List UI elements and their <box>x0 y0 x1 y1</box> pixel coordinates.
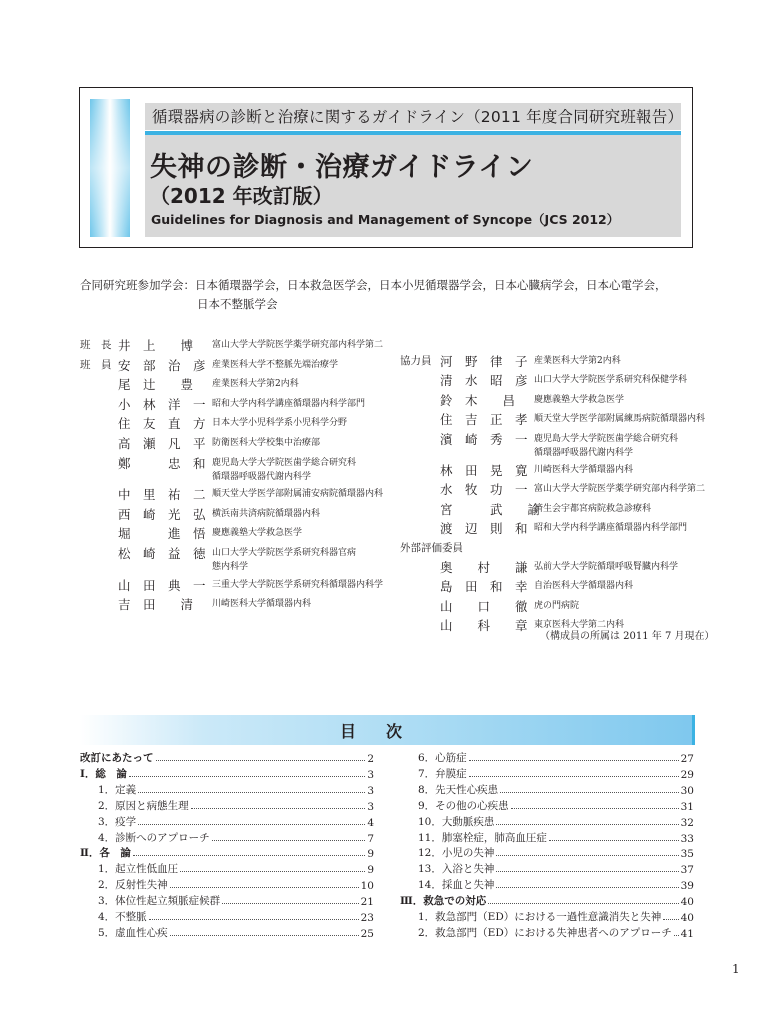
member-name: 鄭 忠 和 <box>118 455 206 471</box>
toc-leader-dots <box>488 903 678 904</box>
toc-entry-page: 3 <box>367 784 374 797</box>
toc-leader-dots <box>138 824 365 825</box>
toc-entry-page: 30 <box>680 784 694 797</box>
member-row <box>400 501 700 519</box>
toc-entry[interactable] <box>98 876 374 892</box>
toc-entry-label: 8．先天性心疾患 <box>418 783 499 796</box>
member-name: 宮 武 諭 <box>440 501 541 517</box>
member-role: 班 長 <box>80 339 112 351</box>
toc-leader-dots <box>496 871 678 872</box>
member-affiliation: 山口大学大学院医学系研究科器官病 <box>212 548 357 558</box>
toc-leader-dots <box>156 760 366 761</box>
document-title: 失神の診断・治療ガイドライン <box>150 152 534 183</box>
member-affiliation: 弘前大学大学院循環呼吸腎臓内科学 <box>534 562 679 572</box>
toc-entry[interactable] <box>98 924 374 940</box>
toc-entry-page: 39 <box>680 880 694 893</box>
toc-entry[interactable] <box>418 908 694 924</box>
toc-entry[interactable] <box>418 749 694 765</box>
toc-entry-page: 32 <box>680 816 694 829</box>
member-row <box>80 525 380 543</box>
toc-entry-page: 35 <box>680 848 694 861</box>
toc-leader-dots <box>674 935 679 936</box>
toc-entry-label: 9．その他の心疾患 <box>418 799 509 812</box>
page-number: 1 <box>732 962 740 976</box>
toc-entry-page: 40 <box>680 912 694 924</box>
toc-entry-label: 7．弁膜症 <box>418 767 467 780</box>
toc-entry[interactable] <box>418 797 694 813</box>
toc-leader-dots <box>191 808 366 809</box>
member-name: 住 友 直 方 <box>118 416 206 432</box>
member-affiliation: 昭和大学内科学講座循環器内科学部門 <box>534 523 688 534</box>
toc-entry[interactable] <box>418 844 694 860</box>
member-row <box>80 455 380 482</box>
member-name: 住 吉 正 孝 <box>440 412 528 428</box>
member-affiliation: 慶應義塾大学救急医学 <box>212 528 303 539</box>
member-affiliation: 防衛医科大学校集中治療部 <box>212 438 321 448</box>
member-row <box>400 481 706 499</box>
english-title: Guidelines for Diagnosis and Management of Syncope（JCS 2012） <box>151 212 620 227</box>
member-name: 中 里 祐 二 <box>118 487 206 503</box>
toc-entry[interactable] <box>418 781 694 797</box>
member-affiliation: 順天堂大学医学部附属練馬病院循環器内科 <box>534 414 706 425</box>
member-affiliation: 川崎医科大学循環器内科 <box>534 465 634 475</box>
series-subtitle: 循環器病の診断と治療に関するガイドライン（2011 年度合同研究班報告） <box>152 108 684 126</box>
toc-entry[interactable] <box>98 829 374 845</box>
toc-entry-page: 2 <box>367 753 374 765</box>
member-name: 西 崎 光 弘 <box>118 506 206 522</box>
toc-entry-page: 9 <box>367 848 374 861</box>
toc-entry-label: Ⅱ．各 論 <box>80 847 131 860</box>
member-row <box>400 540 700 558</box>
member-name: 鈴 木 昌 <box>440 392 516 408</box>
member-row <box>400 520 700 538</box>
toc-entry-page: 29 <box>680 768 694 781</box>
toc-entry-label: 5．虚血性心疾 <box>98 926 168 939</box>
member-name: 河 野 律 子 <box>440 354 528 369</box>
toc-entry[interactable] <box>418 765 694 781</box>
member-row <box>80 376 380 394</box>
toc-entry-label: 1．定義 <box>98 783 137 796</box>
toc-entry-page: 37 <box>680 864 694 877</box>
toc-entry-label: 4．不整脈 <box>98 911 147 923</box>
toc-leader-dots <box>549 840 679 841</box>
toc-leader-dots <box>180 871 365 872</box>
toc-entry-page: 33 <box>680 832 694 845</box>
member-affiliation: 虎の門病院 <box>534 600 580 611</box>
toc-entry[interactable] <box>98 797 374 813</box>
member-name: 山 口 徹 <box>440 598 528 614</box>
member-name: 高 瀬 凡 平 <box>118 436 206 451</box>
member-row <box>80 337 384 355</box>
toc-entry-page: 9 <box>367 864 374 877</box>
member-affiliation: 山口大学大学院医学系研究科保健学科 <box>534 375 688 386</box>
toc-entry[interactable] <box>98 892 374 908</box>
toc-entry[interactable] <box>418 876 694 892</box>
member-name: 清 水 昭 彦 <box>440 373 528 389</box>
member-name: 渡 辺 則 和 <box>440 521 528 537</box>
member-name: 島 田 和 幸 <box>440 579 528 595</box>
toc-leader-dots <box>170 887 359 888</box>
toc-entry-label: 13．入浴と失神 <box>418 863 495 876</box>
toc-entry[interactable] <box>418 924 694 940</box>
member-affiliation: 昭和大学内科学講座循環器内科学部門 <box>212 398 366 409</box>
member-affiliation: 済生会宇都宮病院救急診療科 <box>534 503 652 514</box>
toc-entry-label: 14．採血と失神 <box>418 879 495 892</box>
toc-entry-page: 3 <box>367 800 374 813</box>
toc-leader-dots <box>222 903 358 904</box>
toc-entry-page: 31 <box>680 800 694 813</box>
toc-leader-dots <box>500 792 678 793</box>
member-row <box>400 411 706 429</box>
toc-leader-dots <box>133 855 365 856</box>
toc-leader-dots <box>469 776 679 777</box>
toc-entry[interactable] <box>80 765 374 781</box>
members-right-column <box>400 353 706 634</box>
toc-entry[interactable] <box>80 844 374 860</box>
toc-entry-label: Ⅲ．救急での対応 <box>400 895 487 908</box>
member-row <box>400 559 700 577</box>
toc-leader-dots <box>496 887 678 888</box>
toc-leader-dots <box>149 919 359 920</box>
member-affiliation-cont: 循環器呼吸器代謝内科学 <box>212 471 312 482</box>
member-affiliation: 産業医科大学第2内科 <box>534 356 621 366</box>
member-name: 安 部 治 彦 <box>118 357 206 373</box>
member-affiliation: 慶應義塾大学救急医学 <box>534 394 625 405</box>
member-role: 外部評価委員 <box>400 541 463 554</box>
toc-entry-label: 3．体位性起立頻脈症候群 <box>98 895 221 908</box>
member-row <box>400 353 700 371</box>
toc-leader-dots <box>170 935 359 936</box>
member-affiliation: 日本大学小児科学系小児科学分野 <box>212 418 348 429</box>
member-affiliation: 三重大学大学院医学系研究科循環器内科学 <box>212 579 384 590</box>
toc-heading: 目次 <box>340 722 433 741</box>
member-row <box>400 462 700 480</box>
member-name: 濱 崎 秀 一 <box>440 431 528 447</box>
member-affiliation: 順天堂大学医学部附属浦安病院循環器内科 <box>212 489 384 500</box>
member-row <box>80 415 380 433</box>
toc-entry[interactable] <box>418 813 694 829</box>
toc-entry-page: 23 <box>360 912 374 924</box>
member-row <box>80 596 380 614</box>
societies-line-1: 合同研究班参加学会：日本循環器学会，日本救急医学会，日本小児循環器学会，日本心臓病学会，日本心電学会， <box>80 278 667 292</box>
toc-entry-label: 3．疫学 <box>98 815 137 828</box>
member-row <box>80 506 380 524</box>
toc-entry[interactable] <box>80 749 374 765</box>
member-name: 尾 辻 豊 <box>118 377 194 393</box>
member-row <box>80 486 384 504</box>
toc-entry-page: 10 <box>360 880 374 893</box>
toc-entry-label: 12．小児の失神 <box>418 847 495 860</box>
toc-leader-dots <box>129 776 365 777</box>
toc-entry-page: 27 <box>680 753 694 765</box>
toc-entry[interactable] <box>418 829 694 845</box>
toc-entry-page: 41 <box>680 927 694 940</box>
member-row <box>80 577 384 595</box>
member-role: 協力員 <box>400 355 432 367</box>
member-name: 井 上 博 <box>118 338 194 353</box>
member-affiliation: 東京医科大学第二内科 <box>534 620 625 631</box>
member-affiliation: 産業医科大学第2内科 <box>212 379 299 390</box>
decorative-gem-icon <box>90 99 130 237</box>
toc-entry-label: 改訂にあたって <box>80 752 154 764</box>
toc-entry[interactable] <box>98 908 374 924</box>
toc-entry-label: 4．診断へのアプローチ <box>98 831 210 844</box>
member-name: 奥 村 謙 <box>440 560 528 575</box>
toc-entry-label: 10．大動脈疾患 <box>418 815 495 828</box>
affiliation-date-note: （構成員の所属は 2011 年 7 月現在） <box>540 631 715 642</box>
toc-entry-page: 7 <box>367 832 374 845</box>
member-affiliation: 富山大学大学院医学薬学研究部内科学第二 <box>212 340 384 350</box>
member-name: 松 崎 益 徳 <box>118 546 206 561</box>
toc-left-column <box>80 749 374 939</box>
toc-entry-label: 6．心筋症 <box>418 752 467 764</box>
toc-entry-label: 2．原因と病態生理 <box>98 799 189 812</box>
member-row <box>400 372 700 390</box>
member-affiliation-cont: 態内科学 <box>212 562 249 572</box>
member-row <box>80 396 380 414</box>
member-row <box>80 357 380 375</box>
member-affiliation: 富山大学大学院医学薬学研究部内科学第二 <box>534 484 706 495</box>
member-affiliation: 産業医科大学不整脈先端治療学 <box>212 359 339 370</box>
toc-entry-page: 3 <box>367 768 374 781</box>
toc-entry-label: Ⅰ．総 論 <box>80 767 127 780</box>
toc-leader-dots <box>496 855 678 856</box>
toc-entry[interactable] <box>418 860 694 876</box>
member-affiliation: 横浜南共済病院循環器内科 <box>212 508 321 519</box>
member-name: 山 科 章 <box>440 618 528 634</box>
toc-entry-label: 11．肺塞栓症，肺高血圧症 <box>418 831 547 844</box>
toc-entry-label: 2．救急部門（ED）における失神患者へのアプローチ <box>418 926 672 939</box>
member-row <box>400 598 700 616</box>
toc-entry[interactable] <box>98 813 374 829</box>
document-edition: （2012 年改訂版） <box>150 184 333 208</box>
toc-entry-label: 2．反射性失神 <box>98 879 168 892</box>
toc-right-column <box>400 749 694 939</box>
member-role: 班 員 <box>80 358 112 371</box>
member-name: 小 林 洋 一 <box>118 396 206 412</box>
member-row <box>400 431 700 458</box>
toc-leader-dots <box>663 919 678 920</box>
member-name: 山 田 典 一 <box>118 577 206 593</box>
toc-leader-dots <box>212 840 366 841</box>
toc-entry-page: 40 <box>680 896 694 909</box>
member-row <box>80 435 380 453</box>
member-affiliation-cont: 循環器呼吸器代謝内科学 <box>534 447 634 458</box>
toc-entry-label: 1．起立性低血圧 <box>98 863 179 876</box>
toc-leader-dots <box>138 792 365 793</box>
toc-entry[interactable] <box>400 892 694 908</box>
toc-entry-page: 4 <box>367 816 374 829</box>
toc-leader-dots <box>469 760 679 761</box>
member-row <box>400 578 700 596</box>
member-row <box>80 545 380 572</box>
member-affiliation: 鹿児島大学大学院医歯学総合研究科 <box>212 457 357 468</box>
toc-entry[interactable] <box>98 781 374 797</box>
toc-entry-label: 1．救急部門（ED）における一過性意識消失と失神 <box>418 911 662 923</box>
toc-leader-dots <box>496 824 678 825</box>
toc-leader-dots <box>511 808 679 809</box>
member-name: 林 田 晃 寛 <box>440 463 528 478</box>
member-row <box>400 392 700 410</box>
member-name: 水 牧 功 一 <box>440 482 528 498</box>
toc-entry[interactable] <box>98 860 374 876</box>
member-affiliation: 自治医科大学循環器内科 <box>534 581 634 592</box>
member-affiliation: 鹿児島大学大学院医歯学総合研究科 <box>534 433 679 444</box>
member-name: 吉 田 清 <box>118 597 194 613</box>
member-name: 堀 進 悟 <box>118 526 206 542</box>
member-affiliation: 川崎医科大学循環器内科 <box>212 599 312 610</box>
societies-line-2: 日本不整脈学会 <box>197 297 278 311</box>
members-left-column <box>80 337 384 613</box>
toc-entry-page: 25 <box>360 927 374 940</box>
toc-entry-page: 21 <box>360 896 374 909</box>
